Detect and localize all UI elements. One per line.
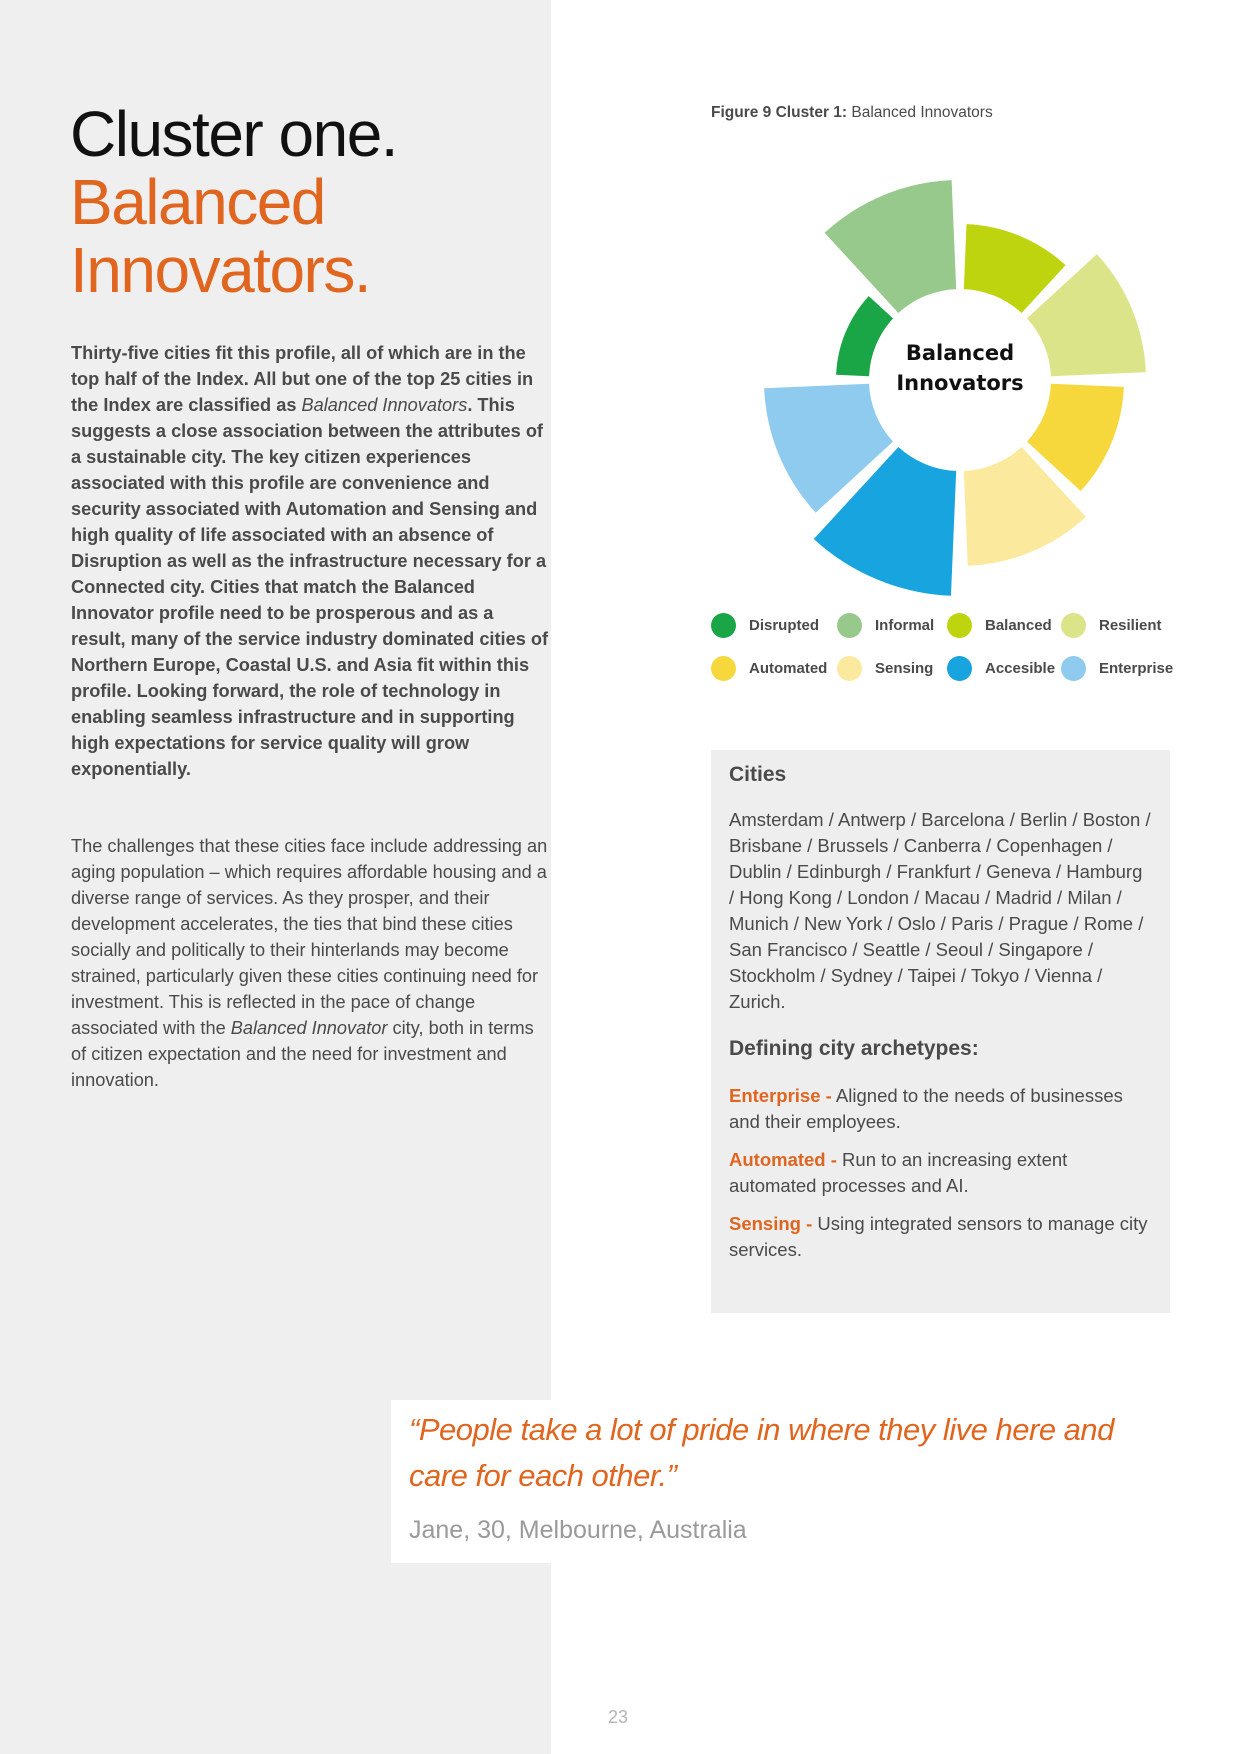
- cities-title: Cities: [729, 763, 787, 786]
- page-title: [70, 100, 530, 304]
- archetype-description: Run to an increasing extent automated processes and AI.: [729, 1149, 1068, 1196]
- cities-panel: [711, 750, 1170, 1313]
- chart-legend: [711, 612, 1191, 681]
- page-number: 23: [608, 1707, 629, 1727]
- archetype-keyword: Automated -: [729, 1149, 837, 1170]
- legend-swatch: [947, 613, 972, 638]
- legend-label: Enterprise: [1099, 659, 1174, 677]
- legend-swatch: [711, 613, 736, 638]
- legend-label: Accesible: [985, 659, 1056, 677]
- body-text-1: The challenges that these cities face include addressing an aging population – which requires affordable housing and a diverse range of services. As they prosper, and their development accelerates, the ties that bind these cities socially and politically to their hinterlands may become strained, particularly given these cities continuing need for investment. This is reflected in the pace of change associated with the: [71, 836, 548, 1038]
- legend-swatch: [837, 656, 862, 681]
- legend-label: Balanced: [985, 616, 1052, 634]
- intro-paragraph: [71, 340, 551, 782]
- legend-label: Sensing: [875, 659, 934, 677]
- figure-caption: [711, 104, 993, 122]
- archetypes-title: Defining city archetypes:: [729, 1037, 979, 1060]
- legend-item-accesible: [947, 655, 1061, 681]
- cluster-wheel-chart: [700, 170, 1220, 600]
- quote-author: Jane, 30, Melbourne, Australia: [409, 1516, 747, 1544]
- wheel-segment-disrupted: [836, 296, 893, 376]
- body-text-2: city, both in terms of citizen expectation and the need for investment and innovation.: [71, 1018, 534, 1090]
- archetype-description: Using integrated sensors to manage city services.: [729, 1213, 1148, 1260]
- legend-item-informal: [837, 612, 947, 638]
- legend-item-balanced: [947, 612, 1061, 638]
- wheel-segment-informal: [825, 180, 957, 313]
- archetype-description: Aligned to the needs of businesses and their employees.: [729, 1085, 1123, 1132]
- figure-caption-label: Figure 9 Cluster 1:: [711, 104, 848, 121]
- legend-item-sensing: [837, 655, 947, 681]
- archetype-item: [729, 1083, 1152, 1135]
- archetype-item: [729, 1147, 1152, 1199]
- legend-swatch: [837, 613, 862, 638]
- legend-swatch: [711, 656, 736, 681]
- archetype-keyword: Enterprise -: [729, 1085, 832, 1106]
- title-line-1: Cluster one.: [70, 98, 398, 170]
- legend-swatch: [1061, 656, 1086, 681]
- body-paragraph: [71, 833, 551, 1093]
- legend-item-automated: [711, 655, 837, 681]
- legend-item-disrupted: [711, 612, 837, 638]
- legend-label: Automated: [749, 659, 828, 677]
- title-line-2: Balanced: [70, 166, 325, 238]
- legend-swatch: [947, 656, 972, 681]
- legend-label: Informal: [875, 616, 935, 634]
- body-italic: Balanced Innovator: [230, 1018, 388, 1038]
- title-line-3: Innovators.: [70, 234, 371, 306]
- intro-italic: Balanced Innovators: [301, 395, 468, 415]
- cities-list: Amsterdam / Antwerp / Barcelona / Berlin / Boston / Brisbane / Brussels / Canberra / Copenhagen / Dublin / Edinburgh / Frankfurt / Geneva / Hamburg / Hong Kong / London / Macau / Madrid / Milan / Munich / New York / Oslo / Paris / Prague / Rome / San Francisco / Seattle / Seoul / Singapore / Stockholm / Sydney / Taipei / Tokyo / Vienna / Zurich.: [729, 809, 1151, 1012]
- pull-quote: “People take a lot of pride in where they live here and care for each other.”: [409, 1412, 1114, 1493]
- legend-label: Disrupted: [749, 616, 820, 634]
- figure-caption-title: Balanced Innovators: [847, 104, 993, 121]
- archetype-item: [729, 1211, 1152, 1263]
- intro-text-1: Thirty-five cities fit this profile, all of which are in the top half of the Index. All but one of the top 25 cities in the Index are classified as: [71, 343, 534, 415]
- wheel-center-line-1: Balanced: [905, 341, 1015, 365]
- wheel-center-line-2: Innovators: [896, 371, 1024, 395]
- legend-item-enterprise: [1061, 655, 1191, 681]
- legend-label: Resilient: [1099, 616, 1162, 634]
- legend-item-resilient: [1061, 612, 1191, 638]
- intro-text-2: . This suggests a close association between the attributes of a sustainable city. The key citizen experiences associated with this profile are convenience and security associated with Automation and Sensing and high quality of life associated with an absence of Disruption as well as the infrastructure necessary for a Connected city. Cities that match the Balanced Innovator profile need to be prosperous and as a result, many of the service industry dominated cities of Northern Europe, Coastal U.S. and Asia fit within this profile. Looking forward, the role of technology in enabling seamless infrastructure and in supporting high expectations for service quality will grow exponentially.: [71, 395, 549, 779]
- archetype-keyword: Sensing -: [729, 1213, 813, 1234]
- legend-swatch: [1061, 613, 1086, 638]
